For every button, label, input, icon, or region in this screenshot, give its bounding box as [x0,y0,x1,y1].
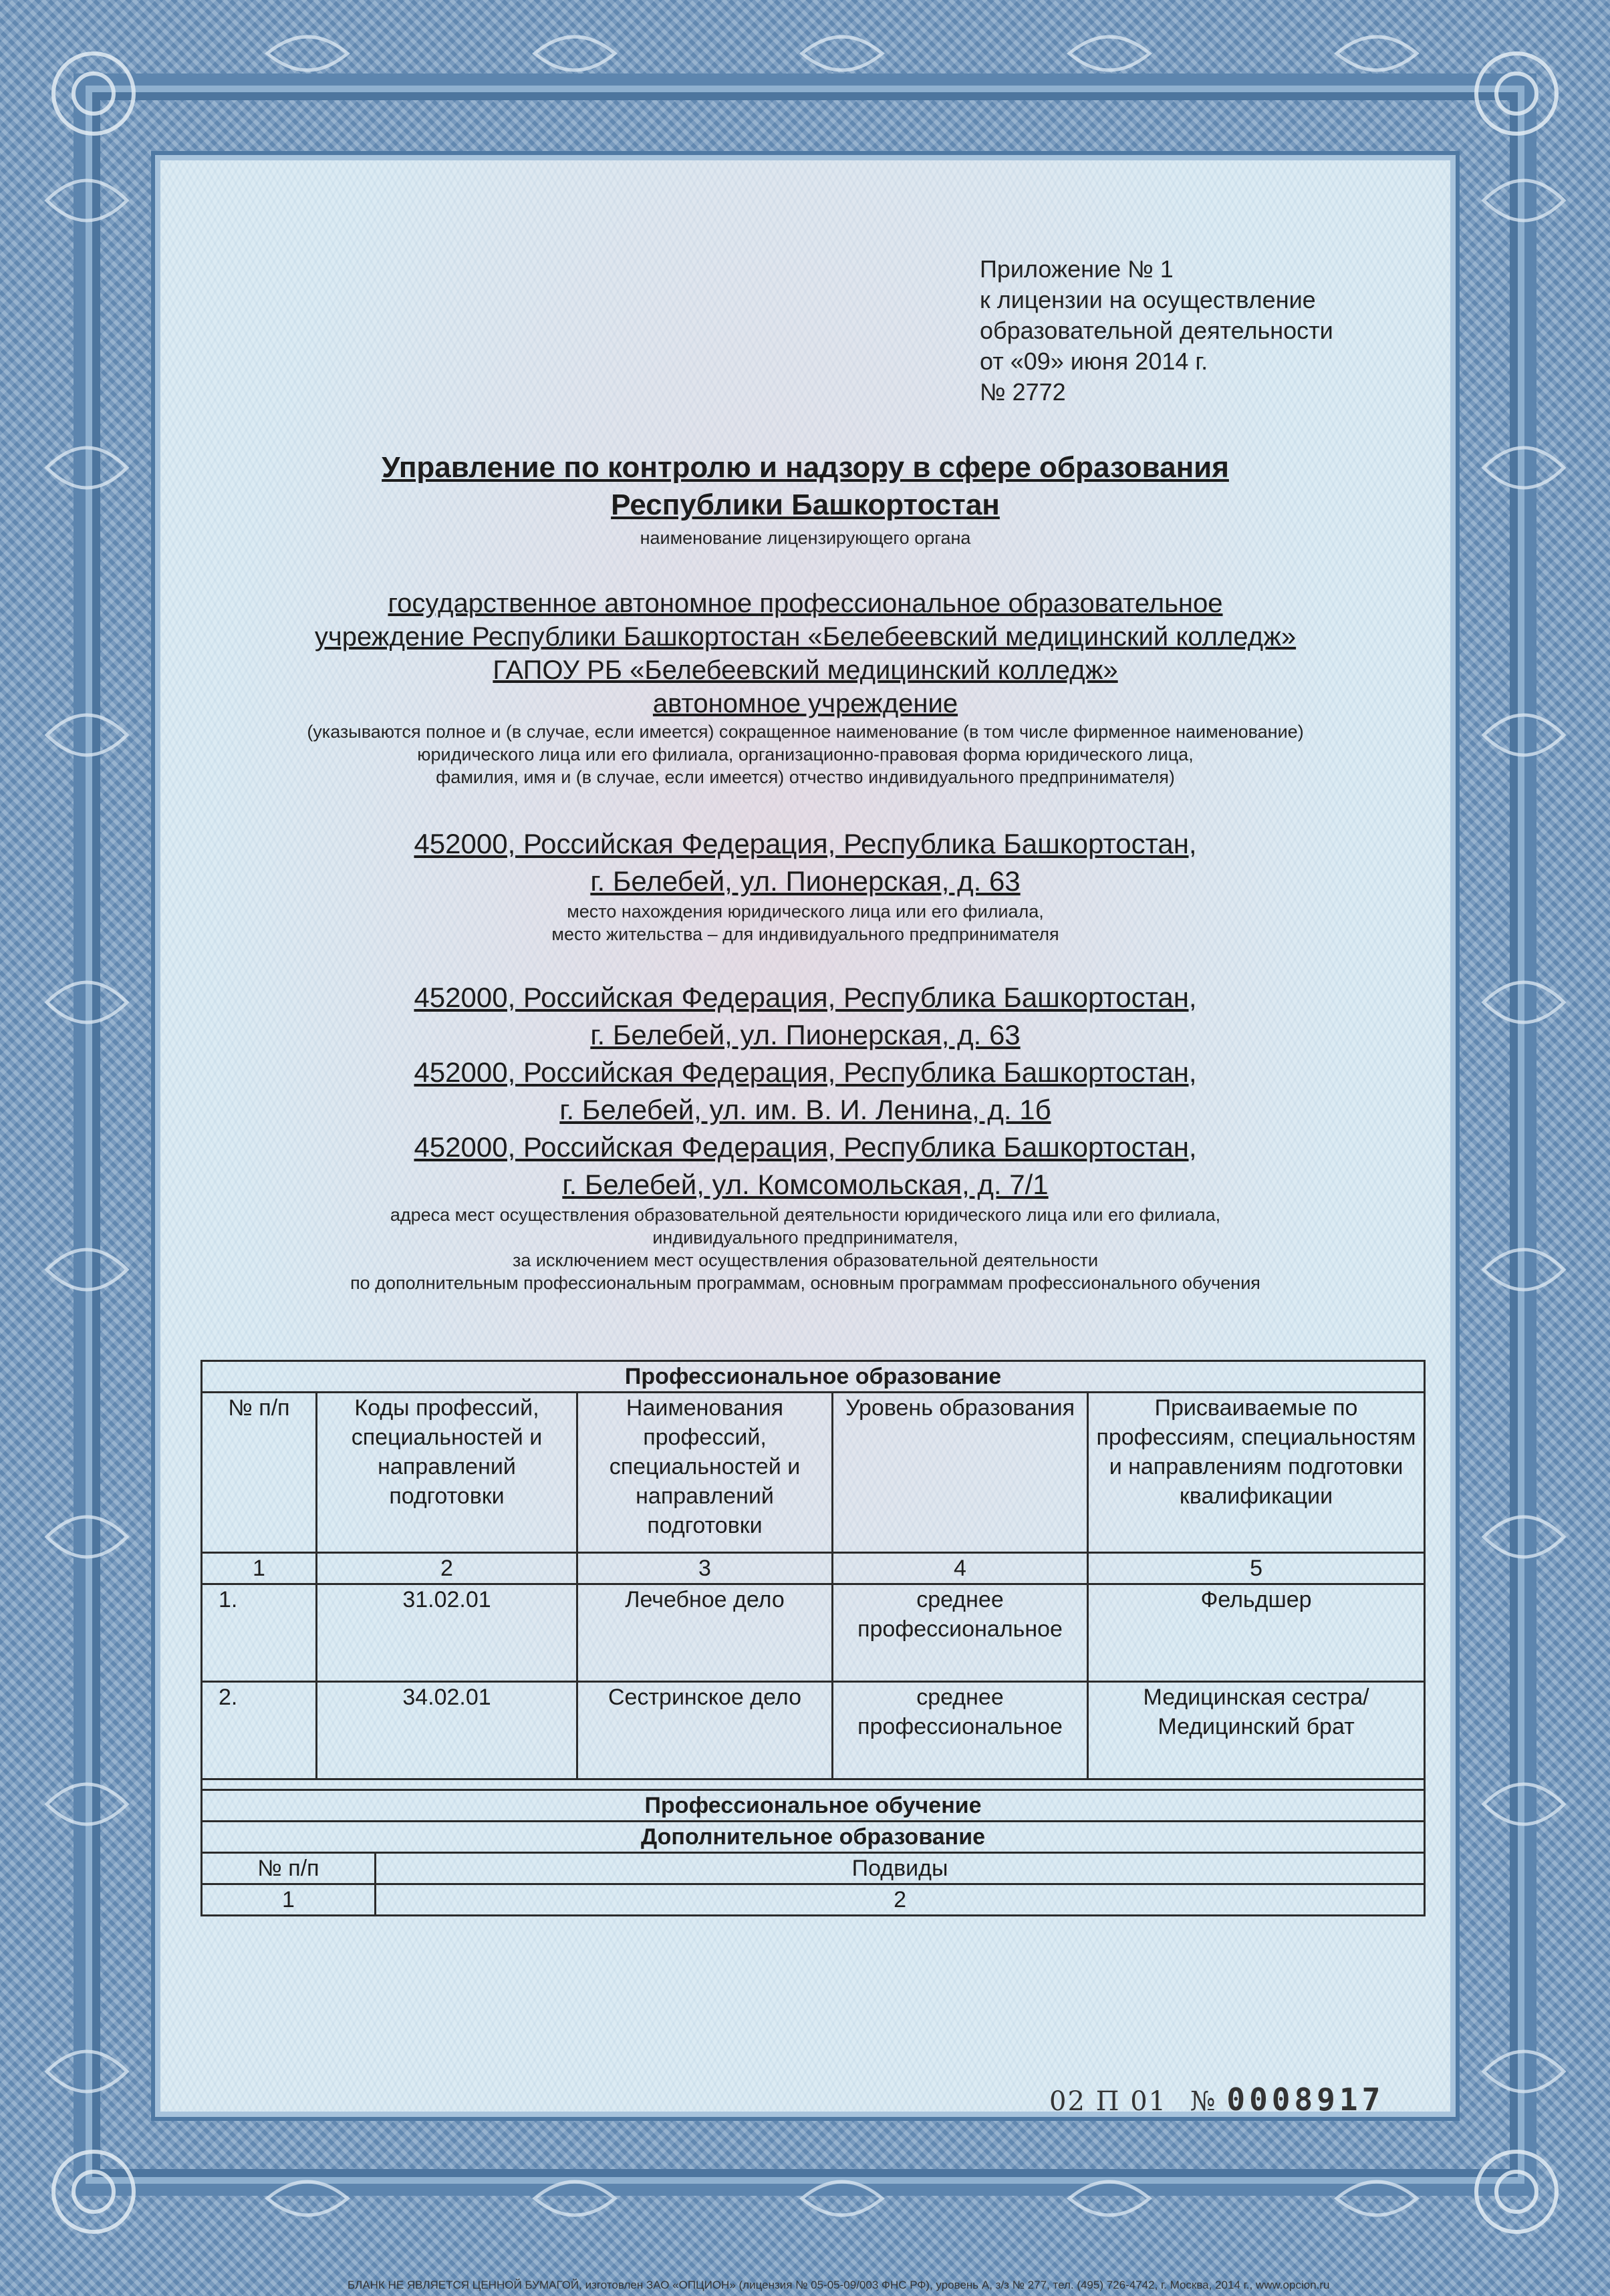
header-names: Наименования профессий, специальностей и направлений подготовки [577,1393,833,1553]
location-caption: место нахождения юридического лица или его филиала, [567,901,1044,921]
appendix-note [980,254,1354,408]
header-num: № п/п [202,1393,317,1553]
row-qualification: Медицинская сестра/ Медицинский брат [1088,1682,1425,1779]
row-level: среднее профессиональное [833,1584,1088,1682]
row-code: 34.02.01 [317,1682,577,1779]
licensee-name-line: государственное автономное профессиональное образовательное [388,589,1223,618]
licensee-caption: юридического лица или его филиала, организационно-правовая форма юридического лица, [417,744,1194,764]
location-block [281,825,1330,946]
appendix-line: к лицензии на осуществление [980,286,1316,313]
activity-address: 452000, Российская Федерация, Республика Башкортостан, [414,982,1197,1013]
licensing-body-name: Управление по контролю и надзору в сфере образования [382,451,1229,484]
serial-number: 0008917 [1226,2082,1385,2118]
table-row [202,1584,1425,1682]
additional-header-num: № п/п [202,1853,376,1884]
column-number: 1 [202,1884,376,1916]
column-number: 2 [317,1553,577,1584]
appendix-line: образовательной деятельности [980,317,1333,344]
header-codes: Коды профессий, специальностей и направлений подготовки [317,1393,577,1553]
licensee-caption: фамилия, имя и (в случае, если имеется) отчество индивидуального предпринимателя) [436,767,1175,787]
appendix-line: от «09» июня 2014 г. [980,347,1208,375]
licensing-body [281,449,1330,549]
table-section-row [202,1361,1425,1393]
licensing-body-name: Республики Башкортостан [611,488,1000,521]
column-number: 5 [1088,1553,1425,1584]
activity-caption: по дополнительным профессиональным программам, основным программам профессионального обучения [350,1273,1260,1293]
spacer-cell [202,1779,1425,1790]
license-table [200,1360,1426,1916]
appendix-line: Приложение № 1 [980,255,1174,283]
licensee-block [281,587,1330,788]
appendix-line: № 2772 [980,378,1066,406]
table-header-row [202,1393,1425,1553]
location-address: г. Белебей, ул. Пионерская, д. 63 [590,865,1021,897]
activity-address: г. Белебей, ул. им. В. И. Ленина, д. 1б [559,1094,1051,1125]
footer-print-note: БЛАНК НЕ ЯВЛЯЕТСЯ ЦЕННОЙ БУМАГОЙ, изготовлен ЗАО «ОПЦИОН» (лицензия № 05-05-09/003 ФНС РФ), уровень А, з/з № 277, тел. (495) 726-4742, г. Москва, 2014 г., www.opcion.ru [348,2279,1330,2291]
location-address: 452000, Российская Федерация, Республика Башкортостан, [414,828,1197,859]
section-additional: Дополнительное образование [202,1822,1425,1853]
licensee-caption: (указываются полное и (в случае, если имеется) сокращенное наименование (в том числе фирменное наименование) [307,722,1304,742]
table-row [202,1682,1425,1779]
header-level: Уровень образования [833,1393,1088,1553]
section-prof-education: Профессиональное образование [202,1361,1425,1393]
row-num: 2. [202,1682,317,1779]
licensee-name-line: ГАПОУ РБ «Белебеевский медицинский колледж» [493,656,1118,685]
number-sign: № [1190,2086,1217,2117]
header-qualification: Присваиваемые по профессиям, специальностям и направлениям подготовки квалификации [1088,1393,1425,1553]
column-number: 4 [833,1553,1088,1584]
serial-series: 02 П 01 [1049,2086,1168,2117]
activity-addresses-block [281,979,1330,1294]
column-number: 2 [376,1884,1425,1916]
activity-caption: за исключением мест осуществления образовательной деятельности [512,1250,1099,1270]
licensee-name-line: учреждение Республики Башкортостан «Белебеевский медицинский колледж» [314,622,1297,652]
activity-address: 452000, Российская Федерация, Республика Башкортостан, [414,1131,1197,1163]
activity-address: г. Белебей, ул. Пионерская, д. 63 [590,1019,1021,1050]
additional-header-subtypes: Подвиды [376,1853,1425,1884]
additional-header-row [202,1853,1425,1884]
activity-caption: индивидуального предпринимателя, [652,1228,958,1248]
form-serial-number [1049,2082,1384,2118]
table-spacer-row [202,1779,1425,1790]
row-num: 1. [202,1584,317,1682]
activity-caption: адреса мест осуществления образовательной деятельности юридического лица или его филиала, [390,1205,1221,1225]
row-level: среднее профессиональное [833,1682,1088,1779]
row-code: 31.02.01 [317,1584,577,1682]
licensing-body-caption: наименование лицензирующего органа [640,528,971,548]
table-section-row [202,1790,1425,1822]
activity-address: г. Белебей, ул. Комсомольская, д. 7/1 [562,1169,1049,1200]
activity-address: 452000, Российская Федерация, Республика Башкортостан, [414,1056,1197,1088]
row-qualification: Фельдшер [1088,1584,1425,1682]
location-caption: место жительства – для индивидуального предпринимателя [551,924,1059,944]
additional-number-row [202,1884,1425,1916]
section-prof-training: Профессиональное обучение [202,1790,1425,1822]
column-number: 1 [202,1553,317,1584]
table-section-row [202,1822,1425,1853]
column-number-row [202,1553,1425,1584]
row-name: Лечебное дело [577,1584,833,1682]
licensee-name-line: автономное учреждение [652,689,958,718]
column-number: 3 [577,1553,833,1584]
row-name: Сестринское дело [577,1682,833,1779]
